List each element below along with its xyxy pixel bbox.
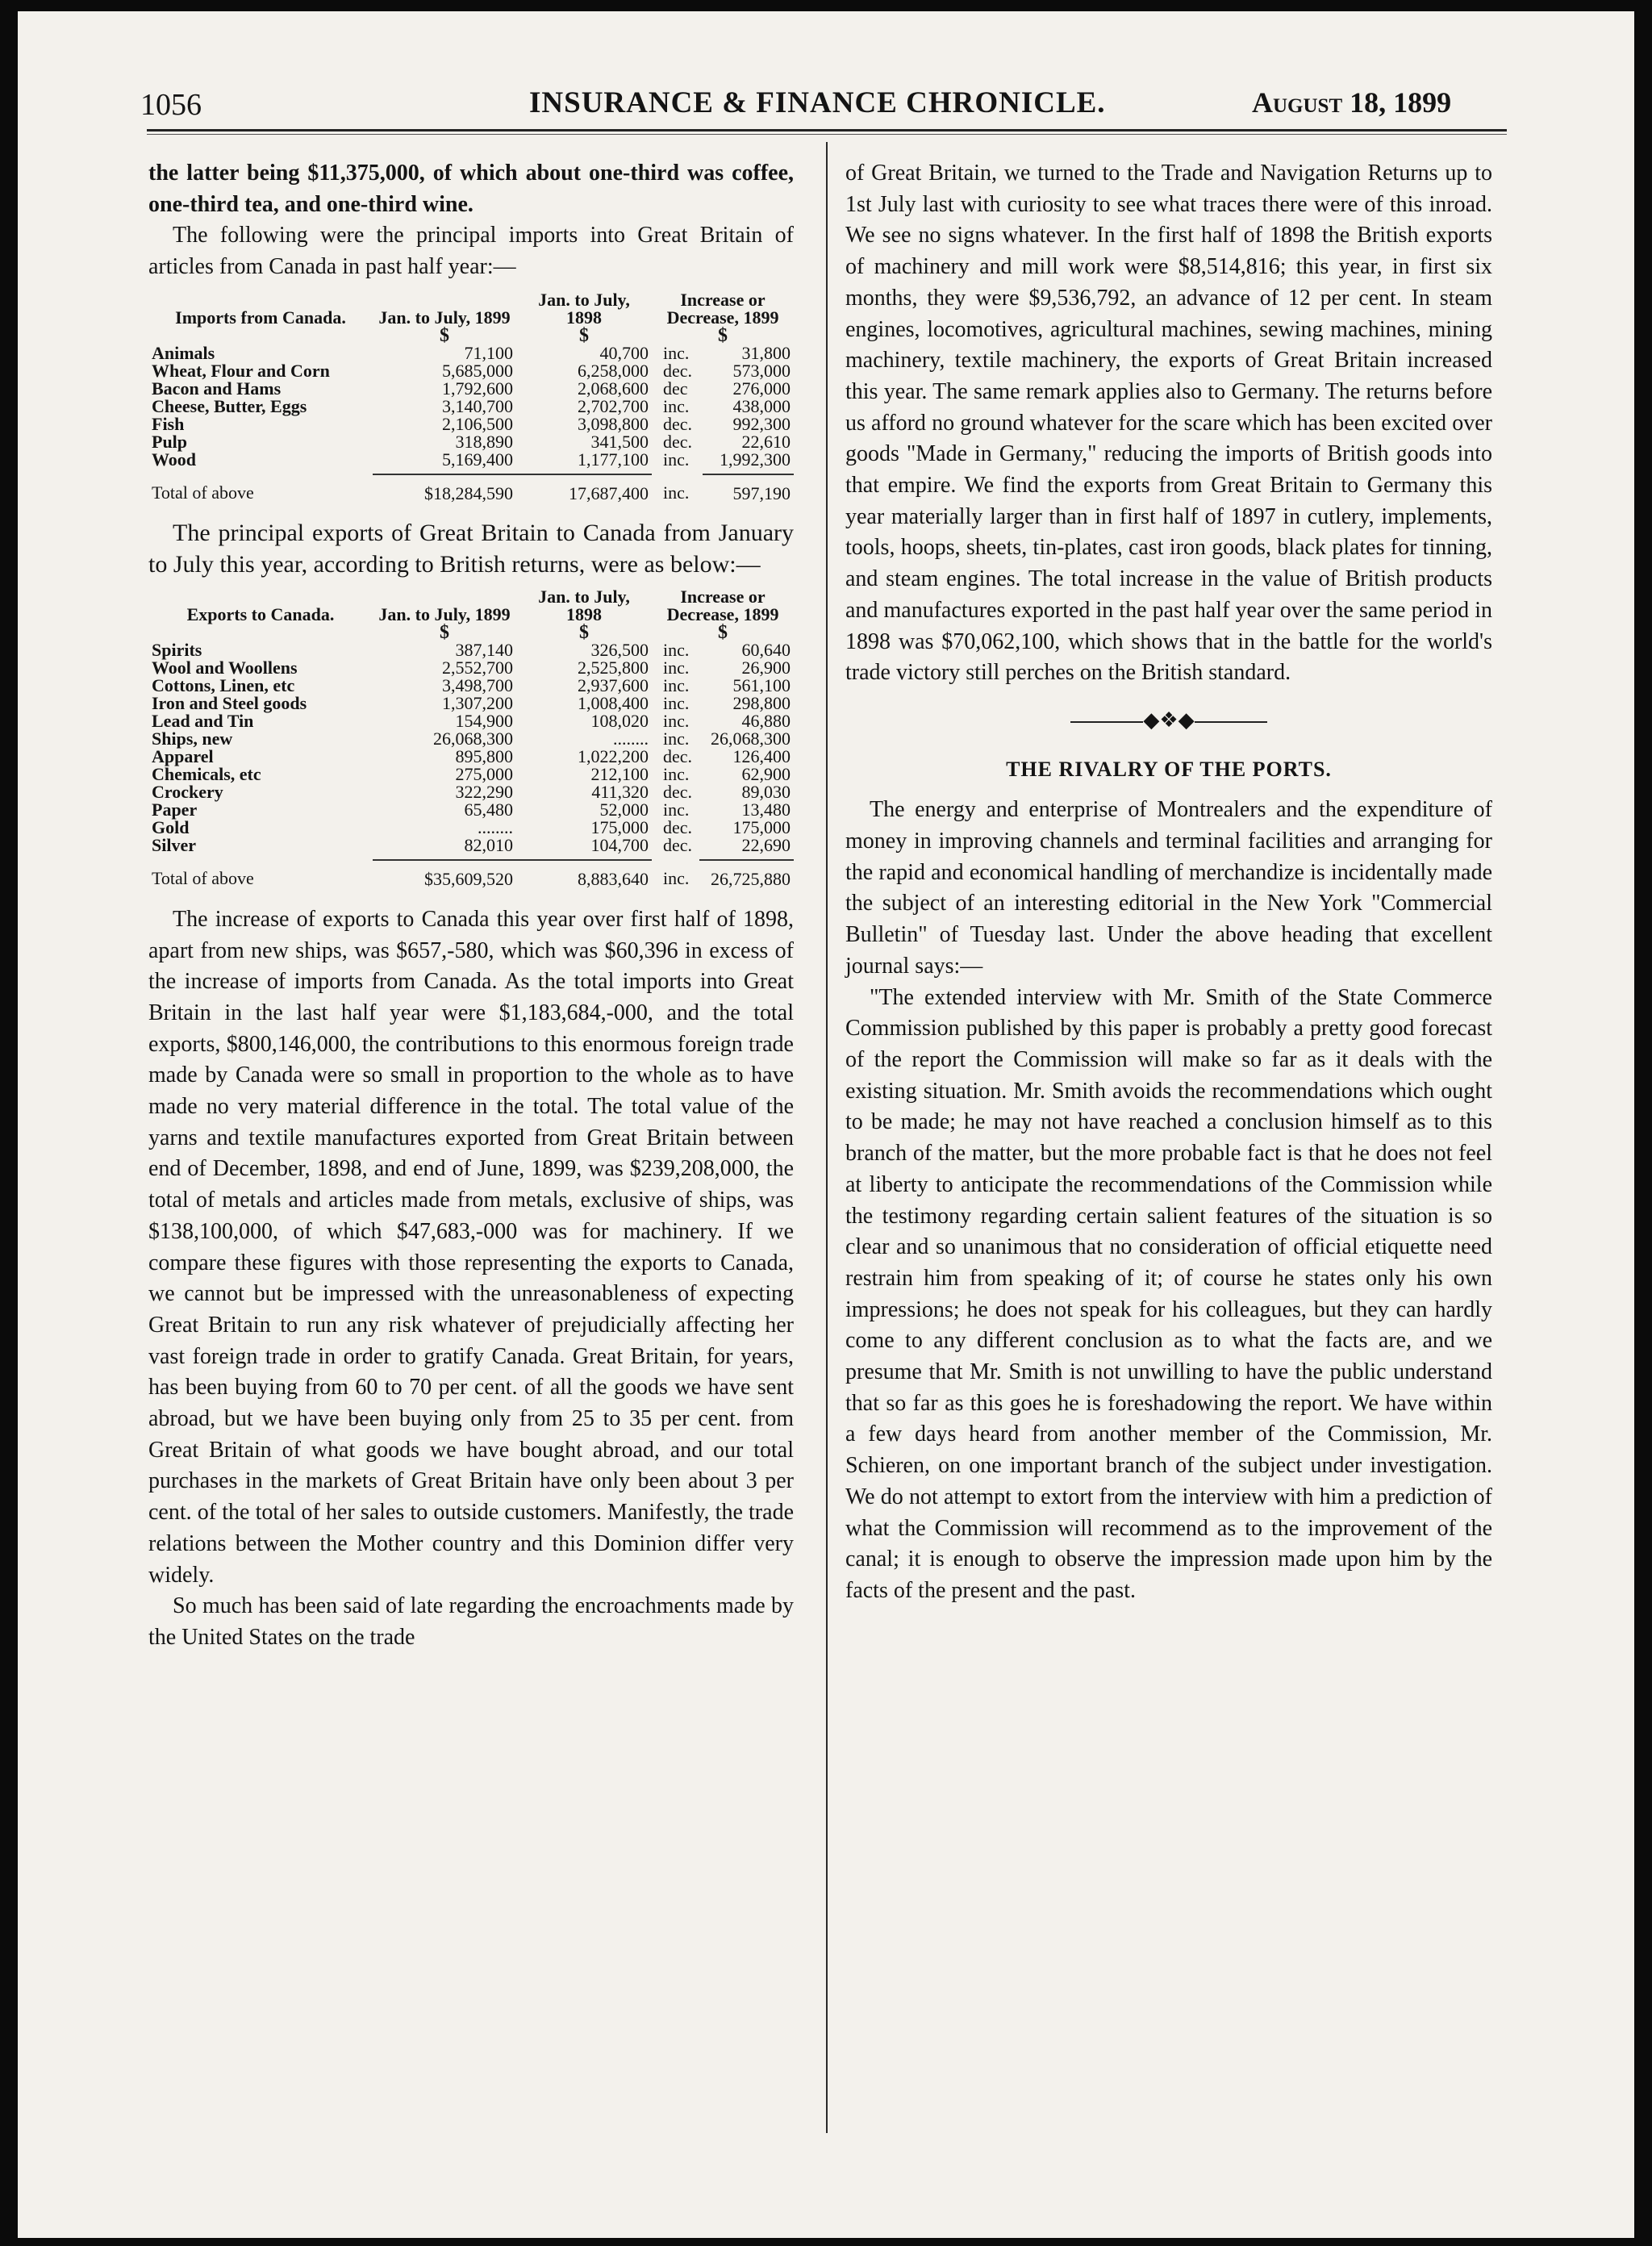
item-cell: Bacon and Hams bbox=[152, 378, 282, 399]
value-1899-cell: 5,685,000 bbox=[442, 360, 513, 381]
table-row bbox=[148, 783, 794, 801]
value-1898-cell: 1,008,400 bbox=[578, 692, 649, 713]
change-type-cell: inc. bbox=[663, 799, 690, 820]
item-cell: Wheat, Flour and Corn bbox=[152, 360, 330, 381]
table-row bbox=[148, 748, 794, 766]
value-1899-cell: 1,792,600 bbox=[442, 378, 513, 399]
table-row bbox=[148, 730, 794, 748]
change-type-cell: dec. bbox=[663, 431, 693, 452]
value-1899-cell: 2,552,700 bbox=[442, 657, 513, 678]
table-row bbox=[148, 801, 794, 819]
table-header: Jan. to July, 1899 bbox=[378, 603, 511, 624]
paragraph: The energy and enterprise of Montrealers and the expenditure of money in improving channels and terminal facilities and arranging for the rapid and economical handling of merchandize is incidentally made the subject of an interesting editorial in the New York "Commercial Bulletin" of Tuesday last. Under the above heading that excellent journal says:— bbox=[845, 797, 1492, 979]
value-1898-cell: 108,020 bbox=[590, 710, 649, 731]
table-row bbox=[148, 695, 794, 712]
change-amount-cell: 298,800 bbox=[732, 692, 791, 713]
value-1899-cell: 26,068,300 bbox=[433, 728, 513, 749]
paragraph: "The extended interview with Mr. Smith of the State Commerce Commission published by this paper is probably a pretty good forecast of the report the Commission will make so far as it deals with the existing situation. Mr. Smith avoids the recommendations which ought to be made; he may not have reached a conclusion himself as to this branch of the matter, but the more probable fact is that he does not feel at liberty to anticipate the recommendations of the Commission while the testimony regarding certain salient features of the situation is so clear and so unanimous that no consideration of official etiquette need restrain him from speaking of it; of course he states only his own impressions; he does not speak for his colleagues, but they can hardly come to any different conclusion as to what the facts are, and we presume that Mr. Smith is not unwilling to have the public understand that so far as this goes he is foreshadowing the report. We have within a few days heard from another member of the Commission, Mr. Schieren, on one important branch of the subject under investigation. We do not attempt to extort from the interview with him a prediction of what the Commission will recommend as to the improvement of the canal; it is enough to observe the impression made upon him by the facts of the present and the past. bbox=[845, 984, 1492, 1603]
total-label: Total of above bbox=[152, 482, 254, 503]
paragraph: The increase of exports to Canada this year over first half of 1898, apart from new ships, was $657,-580, which was $60,396 in excess of the increase of imports from Canada. As the total imports into Great Britain in the last half year were $1,183,684,-000, and the total exports, $800,146,000, the contributions to this enormous foreign trade made by Canada were so small in proportion to the whole as to have made no very material difference in the total. The total value of the yarns and textile manufactures exported from Great Britain between end of December, 1898, and end of June, 1899, was $239,208,000, the total of metals and articles made from metals, exclusive of ships, was $138,100,000, of which $47,683,-000 was for machinery. If we compare these figures with those representing the exports to Canada, we cannot but be impressed with the unreasonableness of expecting Great Britain to run any risk whatever of prejudicially affecting her vast foreign trade in order to gratify Canada. Great Britain, for years, has been buying from 60 to 70 per cent. of all the goods we have sent abroad, but we have been buying only from 25 to 35 per cent. from Great Britain of what goods we have bought abroad, and our total purchases in the markets of Great Britain have only been about 3 per cent. of the total of her sales to outside customers. Manifestly, the trade relations between the Mother country and this Dominion differ very widely. bbox=[148, 906, 794, 1588]
value-1898-cell: ........ bbox=[613, 728, 649, 749]
item-cell: Gold bbox=[152, 816, 190, 837]
total-1898: 17,687,400 bbox=[569, 482, 649, 503]
change-amount-cell: 31,800 bbox=[741, 342, 791, 363]
item-cell: Cheese, Butter, Eggs bbox=[152, 395, 307, 416]
table-row bbox=[148, 677, 794, 695]
table-row bbox=[148, 362, 794, 380]
total-change: 597,190 bbox=[732, 482, 791, 503]
change-type-cell: inc. bbox=[663, 639, 690, 660]
value-1898-cell: 2,702,700 bbox=[578, 395, 649, 416]
currency-sign: $ bbox=[440, 324, 449, 346]
total-rule bbox=[148, 854, 794, 860]
value-1898-cell: 6,258,000 bbox=[578, 360, 649, 381]
value-1898-cell: 3,098,800 bbox=[578, 413, 649, 434]
table-row bbox=[148, 712, 794, 730]
value-1899-cell: 895,800 bbox=[455, 745, 513, 766]
value-1898-cell: 341,500 bbox=[590, 431, 649, 452]
value-1899-cell: 65,480 bbox=[464, 799, 513, 820]
change-amount-cell: 1,992,300 bbox=[720, 449, 791, 470]
change-amount-cell: 22,610 bbox=[741, 431, 791, 452]
change-type-cell: inc. bbox=[663, 657, 690, 678]
currency-sign: $ bbox=[718, 324, 728, 346]
publication-title: INSURANCE & FINANCE CHRONICLE. bbox=[529, 86, 1106, 119]
change-amount-cell: 89,030 bbox=[741, 781, 791, 802]
change-type-cell: dec bbox=[663, 378, 688, 399]
value-1899-cell: 2,106,500 bbox=[442, 413, 513, 434]
value-1898-cell: 1,177,100 bbox=[578, 449, 649, 470]
change-type-cell: inc. bbox=[663, 728, 690, 749]
total-1899: $18,284,590 bbox=[424, 482, 513, 503]
table-row bbox=[148, 398, 794, 415]
table-row bbox=[148, 415, 794, 433]
change-type-cell: dec. bbox=[663, 816, 693, 837]
paragraph: The following were the principal imports into Great Britain of articles from Canada in past half year:— bbox=[148, 223, 794, 280]
table-header: Exports to Canada. bbox=[186, 603, 335, 624]
currency-sign: $ bbox=[579, 621, 589, 643]
page-header bbox=[18, 77, 1634, 126]
item-cell: Crockery bbox=[152, 781, 223, 802]
value-1898-cell: 2,068,600 bbox=[578, 378, 649, 399]
header-rule-thin bbox=[147, 134, 1507, 135]
issue-date: August 18, 1899 bbox=[1252, 86, 1452, 119]
change-type-cell: inc. bbox=[663, 692, 690, 713]
table-row bbox=[148, 819, 794, 837]
change-amount-cell: 438,000 bbox=[732, 395, 791, 416]
exports-table bbox=[148, 588, 794, 888]
value-1898-cell: 2,937,600 bbox=[578, 674, 649, 695]
value-1899-cell: 82,010 bbox=[464, 834, 513, 855]
change-type-cell: dec. bbox=[663, 360, 693, 381]
table-row bbox=[148, 380, 794, 398]
table-row bbox=[148, 451, 794, 469]
paragraph: of Great Britain, we turned to the Trade and Navigation Returns up to 1st July last with curiosity to see what traces there were of this inroad. We see no signs whatever. In the first half of 1898 the British exports of machinery and mill work were $8,514,816; this year, in first six months, they were $9,536,792, an advance of 12 per cent. In steam engines, locomotives, agricultural machines, sewing machines, mining machinery, textile machinery, the exports of Great Britain increased this year. The same remark applies also to Germany. The returns before us afford no ground whatever for the scare which has been excited over goods "Made in Germany," reducing the imports of British goods into that empire. We find the exports from Great Britain to Germany this year materially larger than in first half of 1897 in cutlery, implements, tools, hoops, sheets, tin-plates, cast iron goods, black plates for tinning, and steam engines. The total increase in the value of British products and manufactures exported in the past half year over the same period in 1898 was $70,062,100, which shows that in the battle for the world's trade victory still perches on the British standard. bbox=[845, 161, 1492, 686]
total-change: 26,725,880 bbox=[711, 868, 791, 889]
paragraph: So much has been said of late regarding the encroachments made by the United States on the trade bbox=[148, 1593, 794, 1650]
item-cell: Wood bbox=[152, 449, 197, 470]
column-divider bbox=[826, 142, 828, 2133]
paragraph: the latter being $11,375,000, of which about one-third was coffee, one-third tea, and one-third wine. bbox=[148, 161, 794, 217]
left-column bbox=[148, 158, 794, 1654]
section-heading: THE RIVALRY OF THE PORTS. bbox=[1006, 757, 1332, 781]
header-rule bbox=[147, 129, 1507, 132]
total-1899: $35,609,520 bbox=[424, 868, 513, 889]
change-type-cell: dec. bbox=[663, 834, 693, 855]
change-type-cell: inc. bbox=[663, 449, 690, 470]
change-type-cell: inc. bbox=[663, 710, 690, 731]
item-cell: Chemicals, etc bbox=[152, 763, 261, 784]
change-amount-cell: 13,480 bbox=[741, 799, 791, 820]
total-change-type: inc. bbox=[663, 868, 690, 889]
value-1899-cell: 3,140,700 bbox=[442, 395, 513, 416]
change-amount-cell: 62,900 bbox=[741, 763, 791, 784]
table-header: Jan. to July, 1898 bbox=[538, 586, 630, 624]
item-cell: Paper bbox=[152, 799, 198, 820]
change-amount-cell: 26,068,300 bbox=[711, 728, 791, 749]
item-cell: Pulp bbox=[152, 431, 188, 452]
value-1899-cell: 275,000 bbox=[455, 763, 513, 784]
table-header: Jan. to July, 1898 bbox=[538, 289, 630, 328]
change-type-cell: inc. bbox=[663, 674, 690, 695]
table-header: Jan. to July, 1899 bbox=[378, 307, 511, 328]
table-row bbox=[148, 837, 794, 854]
imports-table bbox=[148, 291, 794, 503]
newspaper-page bbox=[18, 11, 1634, 2238]
page-number: 1056 bbox=[140, 88, 202, 122]
right-column bbox=[845, 158, 1492, 1607]
value-1898-cell: 212,100 bbox=[590, 763, 649, 784]
table-row bbox=[148, 641, 794, 659]
item-cell: Iron and Steel goods bbox=[152, 692, 307, 713]
total-1898: 8,883,640 bbox=[578, 868, 649, 889]
item-cell: Silver bbox=[152, 834, 196, 855]
change-amount-cell: 126,400 bbox=[732, 745, 791, 766]
value-1898-cell: 52,000 bbox=[599, 799, 649, 820]
table-header: Imports from Canada. bbox=[175, 307, 346, 328]
change-amount-cell: 992,300 bbox=[732, 413, 791, 434]
value-1899-cell: 1,307,200 bbox=[442, 692, 513, 713]
value-1899-cell: ........ bbox=[478, 816, 513, 837]
item-cell: Lead and Tin bbox=[152, 710, 254, 731]
value-1899-cell: 154,900 bbox=[455, 710, 513, 731]
table-row bbox=[148, 766, 794, 783]
table-row bbox=[148, 659, 794, 677]
change-type-cell: inc. bbox=[663, 763, 690, 784]
total-change-type: inc. bbox=[663, 482, 690, 503]
change-type-cell: dec. bbox=[663, 413, 693, 434]
table-header: Increase or Decrease, 1899 bbox=[666, 289, 779, 328]
item-cell: Ships, new bbox=[152, 728, 233, 749]
item-cell: Wool and Woollens bbox=[152, 657, 298, 678]
change-amount-cell: 60,640 bbox=[741, 639, 791, 660]
total-label: Total of above bbox=[152, 868, 254, 889]
change-amount-cell: 22,690 bbox=[741, 834, 791, 855]
value-1899-cell: 5,169,400 bbox=[442, 449, 513, 470]
change-amount-cell: 276,000 bbox=[732, 378, 791, 399]
currency-sign: $ bbox=[440, 621, 449, 643]
value-1898-cell: 411,320 bbox=[591, 781, 649, 802]
table-row bbox=[148, 433, 794, 451]
value-1899-cell: 71,100 bbox=[464, 342, 513, 363]
change-amount-cell: 46,880 bbox=[741, 710, 791, 731]
item-cell: Apparel bbox=[152, 745, 214, 766]
item-cell: Spirits bbox=[152, 639, 202, 660]
item-cell: Fish bbox=[152, 413, 185, 434]
value-1899-cell: 387,140 bbox=[455, 639, 513, 660]
value-1898-cell: 175,000 bbox=[590, 816, 649, 837]
total-row bbox=[148, 860, 794, 888]
change-amount-cell: 26,900 bbox=[741, 657, 791, 678]
change-type-cell: dec. bbox=[663, 745, 693, 766]
paragraph: The principal exports of Great Britain to Canada from January to July this year, according to British returns, were as below:— bbox=[148, 519, 794, 578]
item-cell: Cottons, Linen, etc bbox=[152, 674, 295, 695]
value-1898-cell: 1,022,200 bbox=[578, 745, 649, 766]
change-type-cell: inc. bbox=[663, 342, 690, 363]
value-1898-cell: 2,525,800 bbox=[578, 657, 649, 678]
table-row bbox=[148, 344, 794, 362]
currency-sign: $ bbox=[579, 324, 589, 346]
value-1898-cell: 40,700 bbox=[599, 342, 649, 363]
change-type-cell: inc. bbox=[663, 395, 690, 416]
total-rule bbox=[148, 469, 794, 474]
change-amount-cell: 175,000 bbox=[732, 816, 791, 837]
total-row bbox=[148, 474, 794, 503]
change-type-cell: dec. bbox=[663, 781, 693, 802]
section-ornament: ◆❖◆ bbox=[845, 705, 1492, 737]
value-1899-cell: 3,498,700 bbox=[442, 674, 513, 695]
table-header: Increase or Decrease, 1899 bbox=[666, 586, 779, 624]
value-1898-cell: 326,500 bbox=[590, 639, 649, 660]
change-amount-cell: 573,000 bbox=[732, 360, 791, 381]
change-amount-cell: 561,100 bbox=[732, 674, 791, 695]
value-1899-cell: 322,290 bbox=[455, 781, 513, 802]
currency-sign: $ bbox=[718, 621, 728, 643]
item-cell: Animals bbox=[152, 342, 215, 363]
value-1898-cell: 104,700 bbox=[590, 834, 649, 855]
value-1899-cell: 318,890 bbox=[455, 431, 513, 452]
